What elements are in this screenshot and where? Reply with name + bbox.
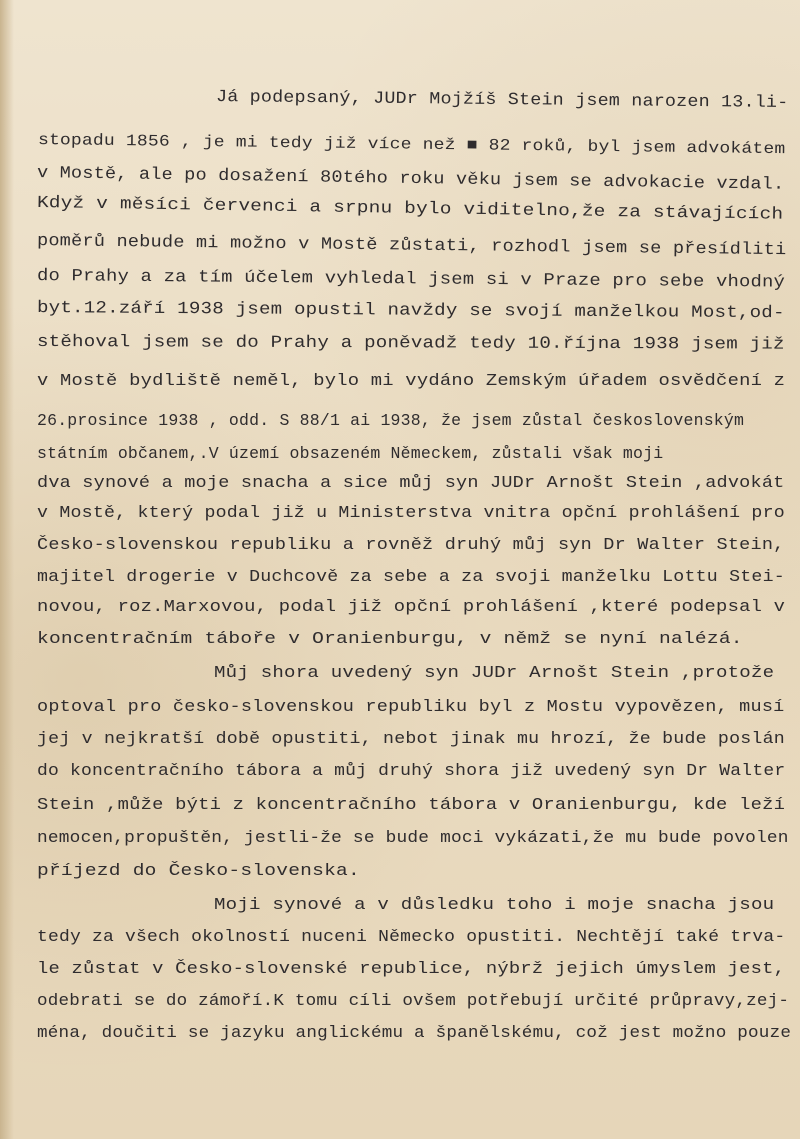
document-line: novou, roz.Marxovou, podal již opční prohlášení ,které podepsal v [37,598,786,617]
document-line: byt.12.září 1938 jsem opustil navždy se svojí manželkou Most,od- [36,299,785,324]
document-line: jej v nejkratší době opustiti, nebot jinak mu hrozí, že bude poslán [37,730,785,749]
document-line: do koncentračního tábora a můj druhý shora již uvedený syn Dr Walter [37,762,786,781]
document-line: poměrů nebude mi možno v Mostě zůstati, rozhodl jsem se přesídliti [36,232,787,261]
document-line: majitel drogerie v Duchcově za sebe a za svoji manželku Lottu Stei- [37,568,785,587]
document-line: 26.prosince 1938 , odd. S 88/1 ai 1938, že jsem zůstal československým státním občanem,.V území obsazeném Německem, zůstali však moji [37,411,745,463]
document-line: Můj shora uvedený syn JUDr Arnošt Stein ,protože [214,664,775,683]
document-line: optoval pro česko-slovenskou republiku byl z Mostu vypovězen, musí [37,698,785,717]
document-line: stěhoval jsem se do Prahy a poněvadž tedy 10.října 1938 jsem již [36,333,785,355]
document-line: nemocen,propuštěn, jestli-že se bude moci vykázati,že mu bude povolen [37,829,789,848]
document-line: Stein ,může býti z koncentračního tábora v Oranienburgu, kde leží [37,796,786,815]
document-line: v Mostě bydliště neměl, bylo mi vydáno Zemským úřadem osvědčení z [37,372,786,391]
document-line: odebrati se do zámoří.K tomu cíli ovšem potřebují určité průpravy,zej- [37,992,790,1011]
document-line: v Mostě, ale po dosažení 80tého roku věku jsem se advokacie vzdal. [36,164,785,195]
document-line: ména, doučiti se jazyku anglickému a španělskému, což jest možno pouze [37,1024,792,1043]
document-line: dva synové a moje snacha a sice můj syn JUDr Arnošt Stein ,advokát [37,474,785,493]
document-line: Já podepsaný, JUDr Mojžíš Stein jsem narozen 13.li- [215,88,789,113]
document-line: Česko-slovenskou republiku a rovněž druhý můj syn Dr Walter Stein, [37,536,785,555]
document-line: v Mostě, který podal již u Ministerstva vnitra opční prohlášení pro [37,504,785,523]
document-line: Když v měsíci červenci a srpnu bylo viditelno,že za stávajících [36,194,784,225]
paper-edge-shadow [0,0,14,1139]
document-line: do Prahy a za tím účelem vyhledal jsem si v Praze pro sebe vhodný [36,267,786,293]
document-line: příjezd do Česko-slovenska. [37,862,360,881]
document-line: koncentračním táboře v Oranienburgu, v němž se nyní nalézá. [37,630,743,649]
document-line: stopadu 1856 , je mi tedy již více než ■ 82 roků, byl jsem advokátem [37,131,786,159]
document-line: Moji synové a v důsledku toho i moje snacha jsou [214,896,775,915]
document-line: tedy za všech okolností nuceni Německo opustiti. Nechtějí také trva- [37,928,786,947]
document-line: le zůstat v Česko-slovenské republice, nýbrž jejich úmyslem jest, [37,960,786,979]
